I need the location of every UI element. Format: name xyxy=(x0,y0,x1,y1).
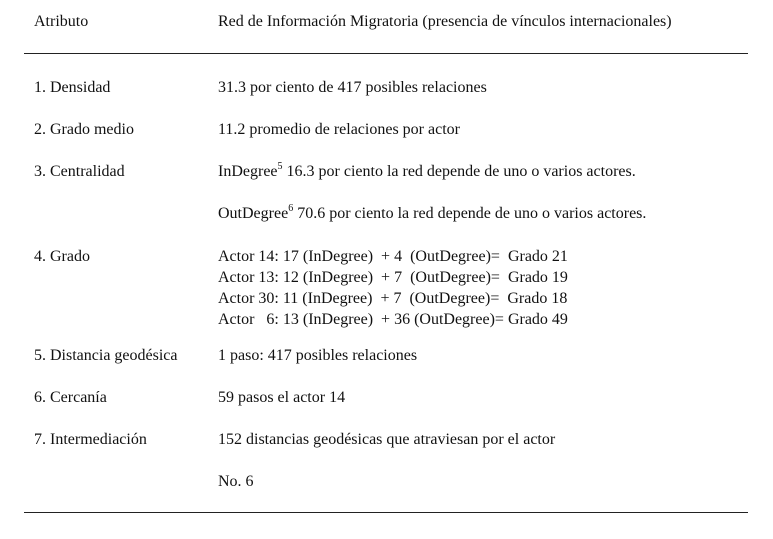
row-value-geodesic-distance: 1 paso: 417 posibles relaciones xyxy=(218,347,418,364)
row-label-closeness: 6. Cercanía xyxy=(34,389,107,406)
degree-line-actor-13: Actor 13: 12 (InDegree) + 7 (OutDegree)= Grado 19 xyxy=(218,269,568,286)
row-label-betweenness: 7. Intermediación xyxy=(34,431,147,448)
row-label-centrality: 3. Centralidad xyxy=(34,163,125,180)
indegree-text: 16.3 por ciento la red depende de uno o varios actores. xyxy=(282,163,636,180)
outdegree-term: OutDegree xyxy=(218,205,289,222)
row-label-density: 1. Densidad xyxy=(34,79,111,96)
degree-line-actor-30: Actor 30: 11 (InDegree) + 7 (OutDegree)= Grado 18 xyxy=(218,290,568,307)
row-value-density: 31.3 por ciento de 417 posibles relaciones xyxy=(218,79,487,96)
degree-line-actor-14: Actor 14: 17 (InDegree) + 4 (OutDegree)= Grado 21 xyxy=(218,248,568,265)
row-value-mean-degree: 11.2 promedio de relaciones por actor xyxy=(218,121,460,138)
row-value-indegree xyxy=(218,161,636,182)
bottom-rule xyxy=(24,512,748,513)
row-value-betweenness: 152 distancias geodésicas que atraviesan por el actor xyxy=(218,431,556,448)
row-label-geodesic-distance: 5. Distancia geodésica xyxy=(34,347,178,364)
outdegree-text: 70.6 por ciento la red depende de uno o varios actores. xyxy=(293,205,647,222)
row-label-mean-degree: 2. Grado medio xyxy=(34,121,134,138)
row-value-betweenness-actor: No. 6 xyxy=(218,473,254,490)
header-rule xyxy=(24,53,748,54)
row-label-degree: 4. Grado xyxy=(34,248,90,265)
footnote-ref-5: 5 xyxy=(277,160,283,172)
row-value-outdegree xyxy=(218,203,646,224)
header-attribute: Atributo xyxy=(34,13,89,30)
row-value-closeness: 59 pasos el actor 14 xyxy=(218,389,346,406)
header-value: Red de Información Migratoria (presencia de vínculos internacionales) xyxy=(218,13,672,30)
degree-line-actor-6: Actor 6: 13 (InDegree) + 36 (OutDegree)= Grado 49 xyxy=(218,311,568,328)
footnote-ref-6: 6 xyxy=(288,202,294,214)
indegree-term: InDegree xyxy=(218,163,278,180)
